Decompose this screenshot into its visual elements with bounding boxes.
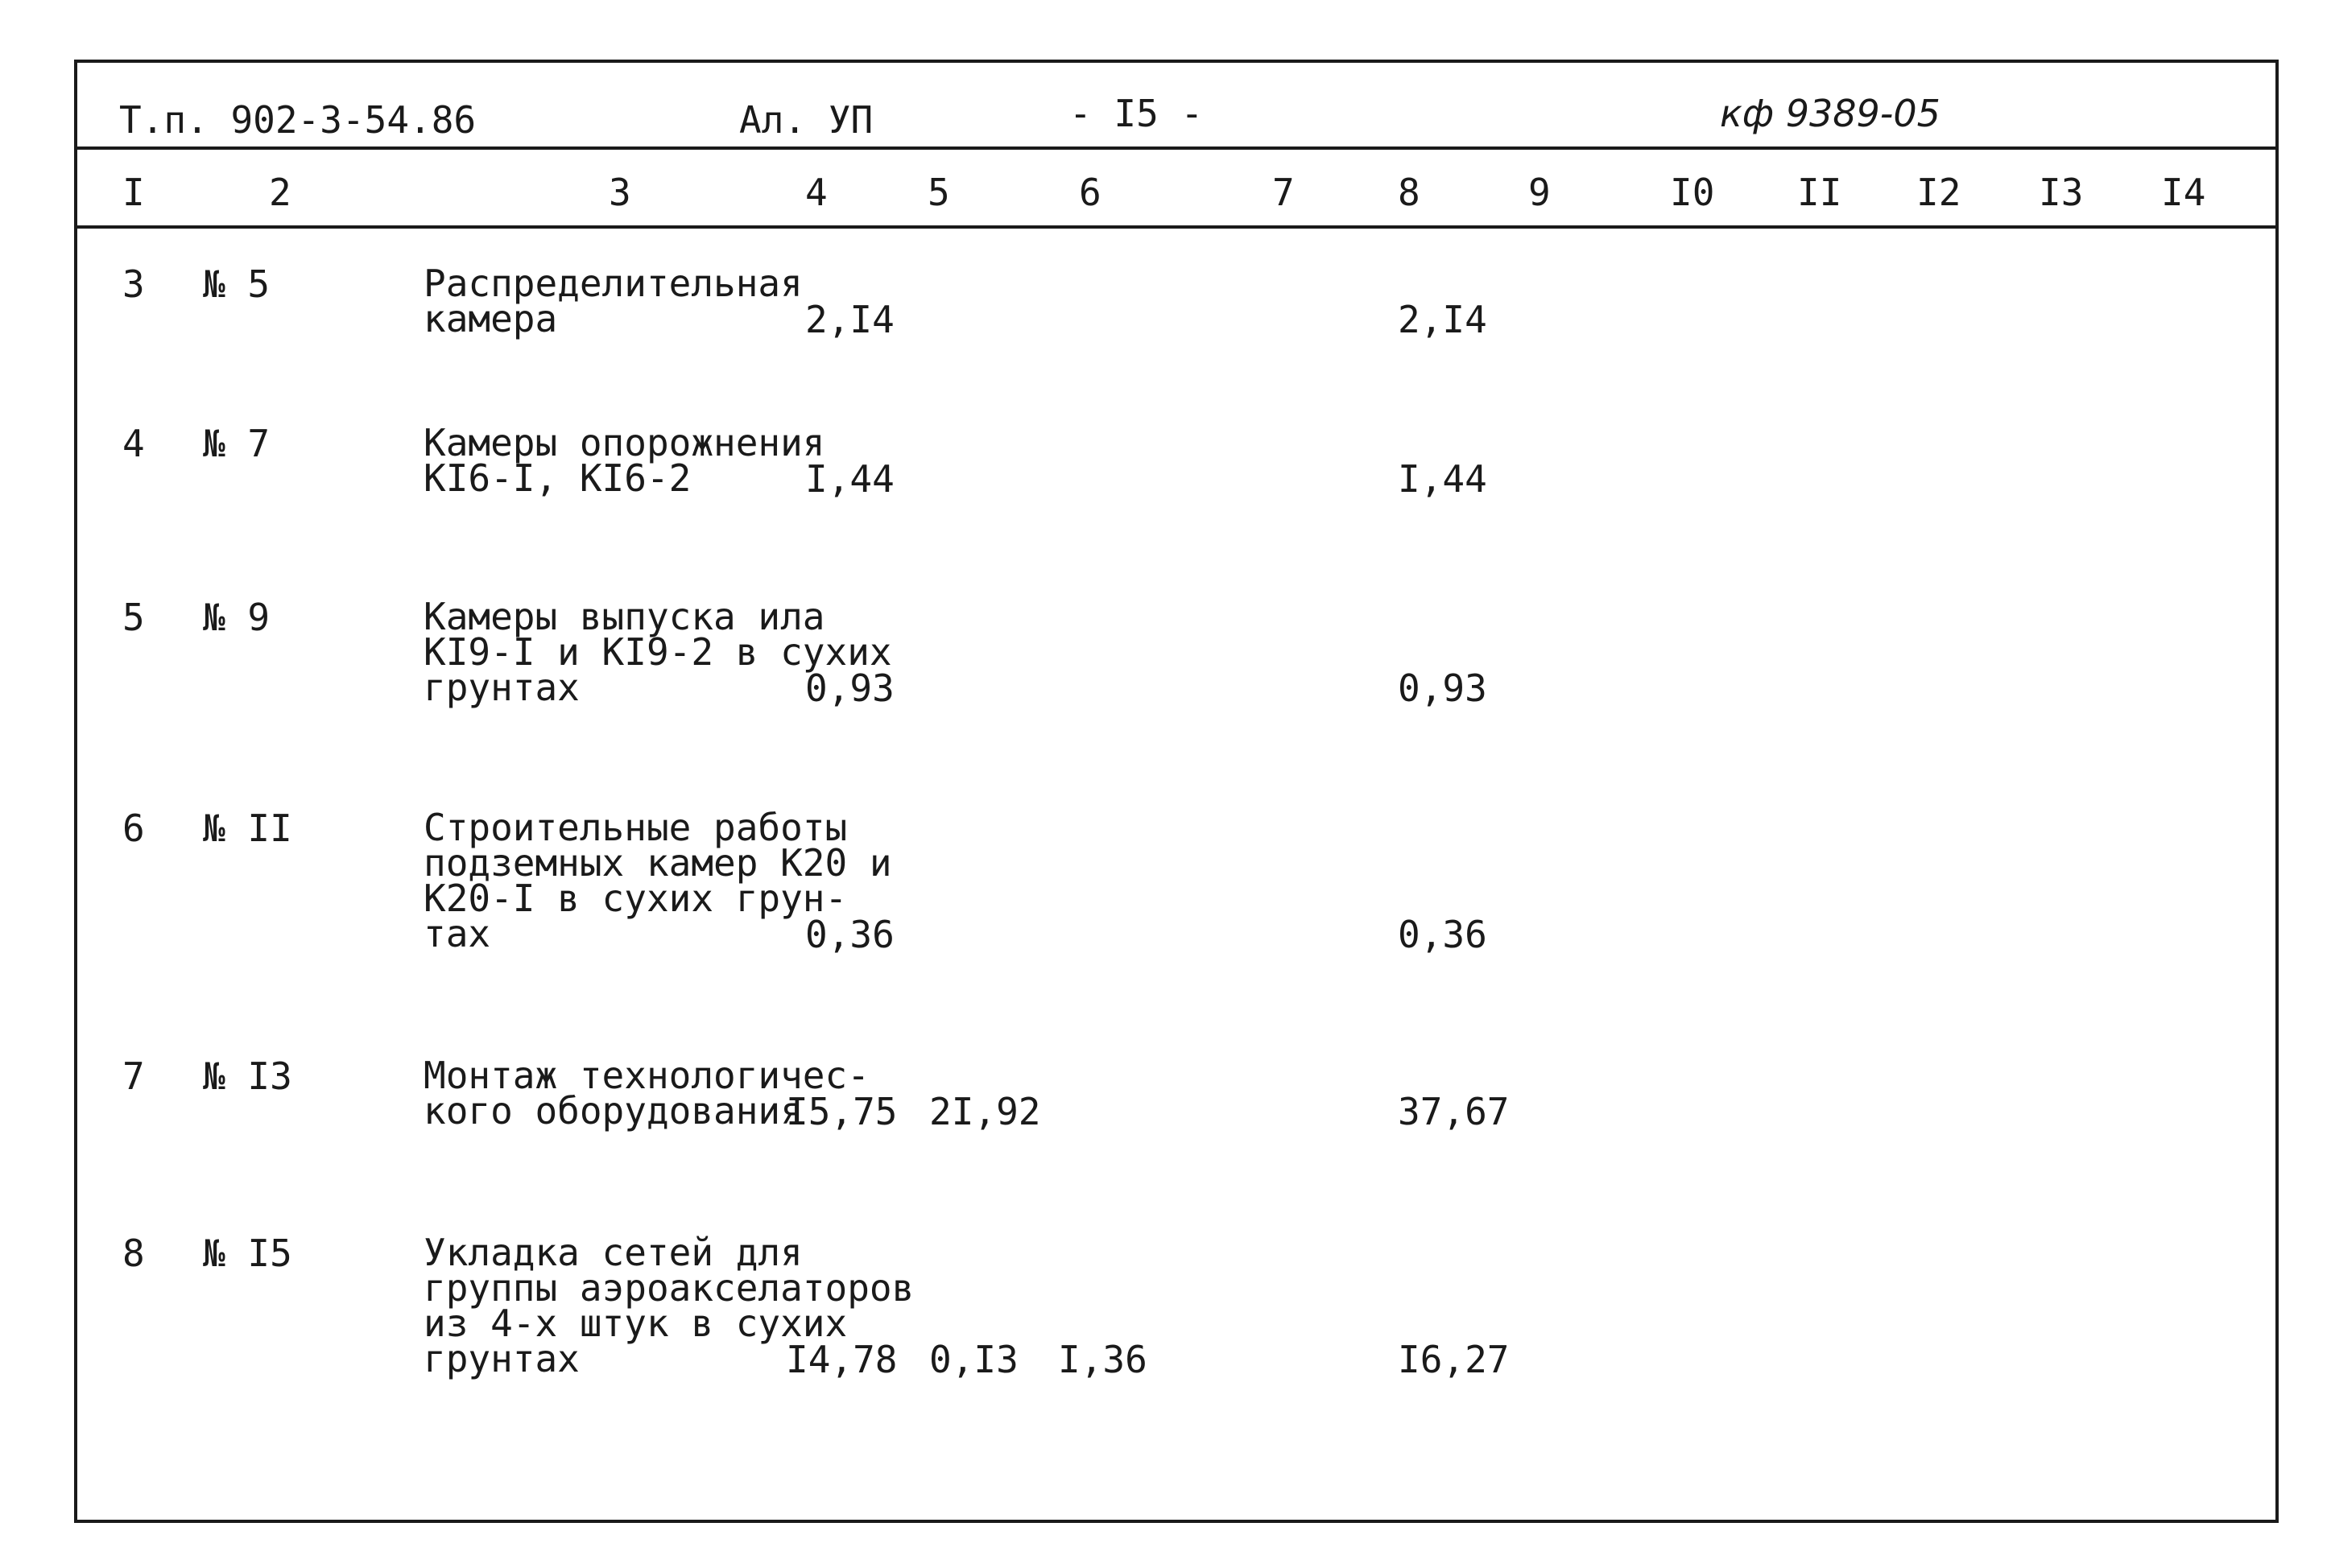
row-reference: № I3 [203,1054,292,1098]
row-reference: № 7 [203,422,271,465]
column-number: II [1797,171,1842,214]
document-code: кф 9389-05 [1720,92,1940,135]
cell-col8: 0,93 [1398,666,1487,710]
row-description-line: группы аэроакселаторов [424,1266,915,1310]
row-number: 7 [122,1054,145,1098]
project-number: Т.п. 902-3-54.86 [119,98,477,142]
row-description-line: Строительные работы [424,806,848,849]
cell-col5: 2I,92 [929,1090,1041,1133]
cell-col5: 0,I3 [929,1338,1019,1381]
column-header-divider [77,225,2275,229]
column-number: I0 [1670,171,1715,214]
row-description-line: камера [424,297,558,340]
cell-col4: I,44 [805,457,895,501]
row-description-line: Камеры опорожнения [424,421,825,464]
row-description-line: из 4-х штук в сухих [424,1302,848,1345]
column-number: 8 [1398,171,1420,214]
cell-col6: I,36 [1058,1338,1147,1381]
document-sheet [74,60,2279,1523]
page-number: - I5 - [1069,92,1204,135]
cell-col4: I4,78 [786,1338,898,1381]
cell-col4: 0,36 [805,913,895,956]
column-number: 2 [269,171,291,214]
album-label: Ал. УП [739,98,874,142]
header-divider [77,146,2275,150]
row-reference: № II [203,807,292,850]
row-number: 8 [122,1232,145,1275]
cell-col8: I,44 [1398,457,1487,501]
column-number: 9 [1528,171,1551,214]
column-number: I2 [1916,171,1961,214]
row-description-line: подземных камер К20 и [424,841,892,885]
column-number: I [122,171,145,214]
row-number: 5 [122,596,145,639]
column-number: I3 [2039,171,2084,214]
column-number: 7 [1272,171,1295,214]
column-number: I4 [2161,171,2206,214]
row-description-line: КI9-I и КI9-2 в сухих [424,630,892,674]
row-description-line: Монтаж технологичес- [424,1054,870,1097]
row-reference: № 5 [203,262,271,306]
row-description-line: грунтах [424,666,580,709]
row-description-line: К20-I в сухих грун- [424,877,848,920]
cell-col8: 0,36 [1398,913,1487,956]
cell-col4: 0,93 [805,666,895,710]
row-description-line: Распределительная [424,262,803,305]
row-description-line: грунтах [424,1337,580,1380]
row-number: 4 [122,422,145,465]
cell-col8: I6,27 [1398,1338,1510,1381]
column-number: 5 [928,171,950,214]
row-number: 6 [122,807,145,850]
cell-col8: 37,67 [1398,1090,1510,1133]
column-number: 6 [1079,171,1101,214]
row-reference: № I5 [203,1232,292,1275]
cell-col4: I5,75 [786,1090,898,1133]
column-number: 3 [609,171,631,214]
cell-col8: 2,I4 [1398,298,1487,341]
row-description-line: Камеры выпуска ила [424,595,825,638]
row-description-line: кого оборудования [424,1089,803,1133]
row-description-line: тах [424,912,491,955]
row-reference: № 9 [203,596,271,639]
column-number: 4 [805,171,828,214]
cell-col4: 2,I4 [805,298,895,341]
row-description-line: КI6-I, КI6-2 [424,456,692,500]
row-number: 3 [122,262,145,306]
row-description-line: Укладка сетей для [424,1231,803,1274]
